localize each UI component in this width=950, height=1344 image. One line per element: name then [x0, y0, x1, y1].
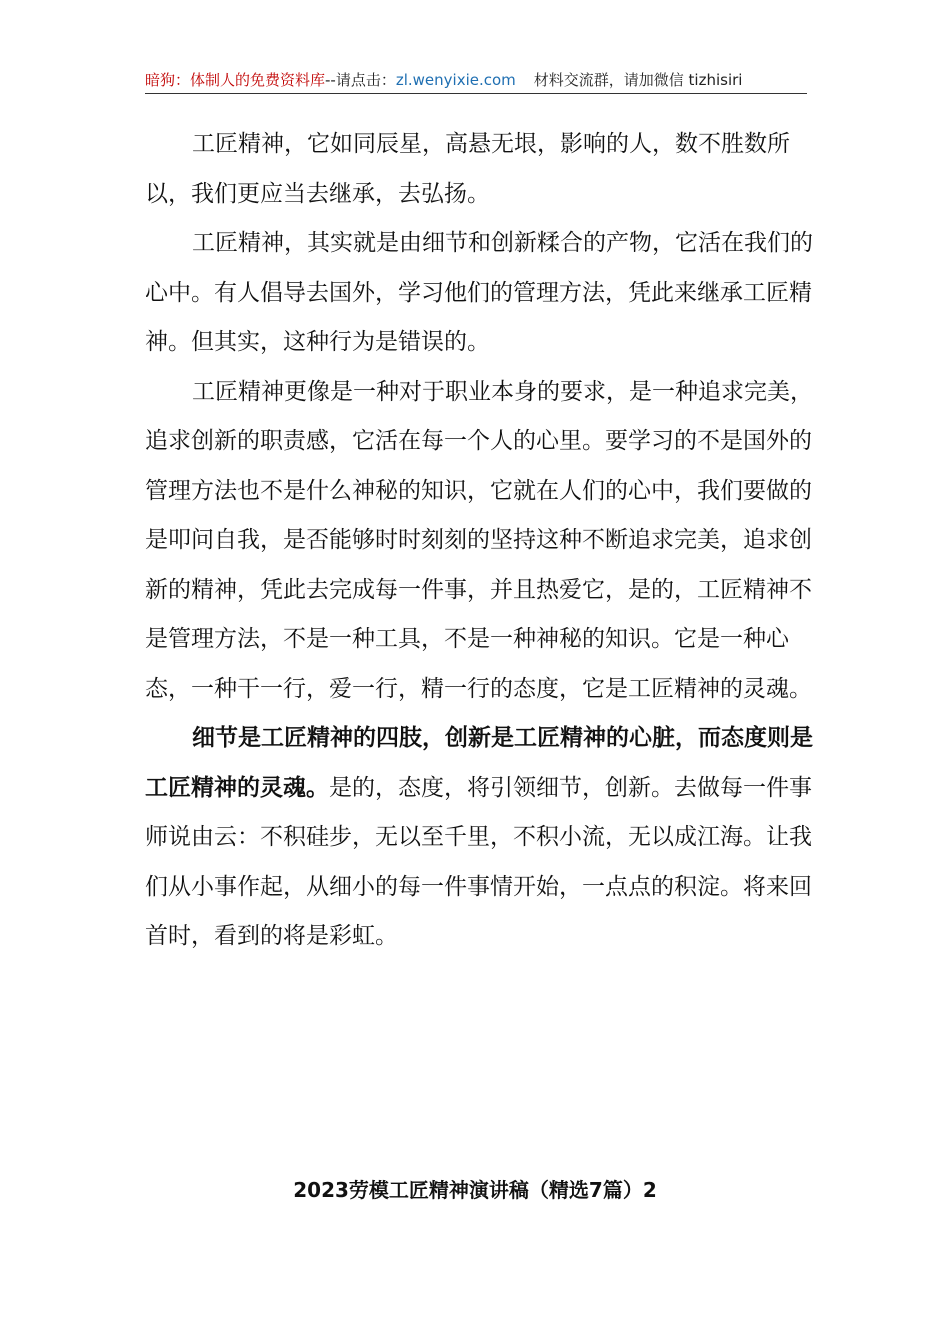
header-link[interactable]: zl.wenyixie.com: [395, 71, 516, 89]
paragraph-2: [145, 219, 815, 368]
paragraph-4: [145, 714, 815, 962]
page-header: [145, 70, 807, 94]
document-body: [145, 120, 815, 962]
paragraph-text: 工匠精神，其实就是由细节和创新糅合的产物，它活在我们的心中。有人倡导去国外，学习他们的管理方法，凭此来继承工匠精神。但其实，这种行为是错误的。: [145, 230, 813, 355]
header-prompt: --请点击：: [325, 71, 396, 89]
paragraph-3: [145, 368, 815, 715]
header-divider: [145, 93, 807, 94]
paragraph-bold-lead: 细节是工匠精神的四肢，创新是工匠精神的心脏，而态度则是工匠精神的灵魂。: [145, 725, 813, 801]
paragraph-text: 工匠精神更像是一种对于职业本身的要求，是一种追求完美，追求创新的职责感，它活在每一个人的心里。要学习的不是国外的管理方法也不是什么神秘的知识，它就在人们的心中，我们要做的是叩问自我，是否能够时时刻刻的坚持这种不断追求完美，追求创新的精神，凭此去完成每一件事，并且热爱它，是的，工匠精神不是管理方法，不是一种工具，不是一种神秘的知识。它是一种心态，一种干一行，爱一行，精一行的态度，它是工匠精神的灵魂。: [145, 378, 813, 702]
header-contact: 材料交流群，请加微信 tizhisiri: [533, 71, 743, 89]
paragraph-text: 工匠精神，它如同辰星，高悬无垠，影响的人，数不胜数所以，我们更应当去继承，去弘扬。: [145, 131, 790, 207]
section-title: 2023劳模工匠精神演讲稿（精选7篇）2: [293, 1178, 657, 1202]
paragraph-text: 是的，态度，将引领细节，创新。去做每一件事师说由云：不积硅步，无以至千里，不积小流，无以成江海。让我们从小事作起，从细小的每一件事情开始，一点点的积淀。将来回首时，看到的将是彩虹。: [145, 774, 812, 949]
header-brand: 暗狗：体制人的免费资料库: [145, 71, 326, 89]
paragraph-1: [145, 120, 815, 219]
